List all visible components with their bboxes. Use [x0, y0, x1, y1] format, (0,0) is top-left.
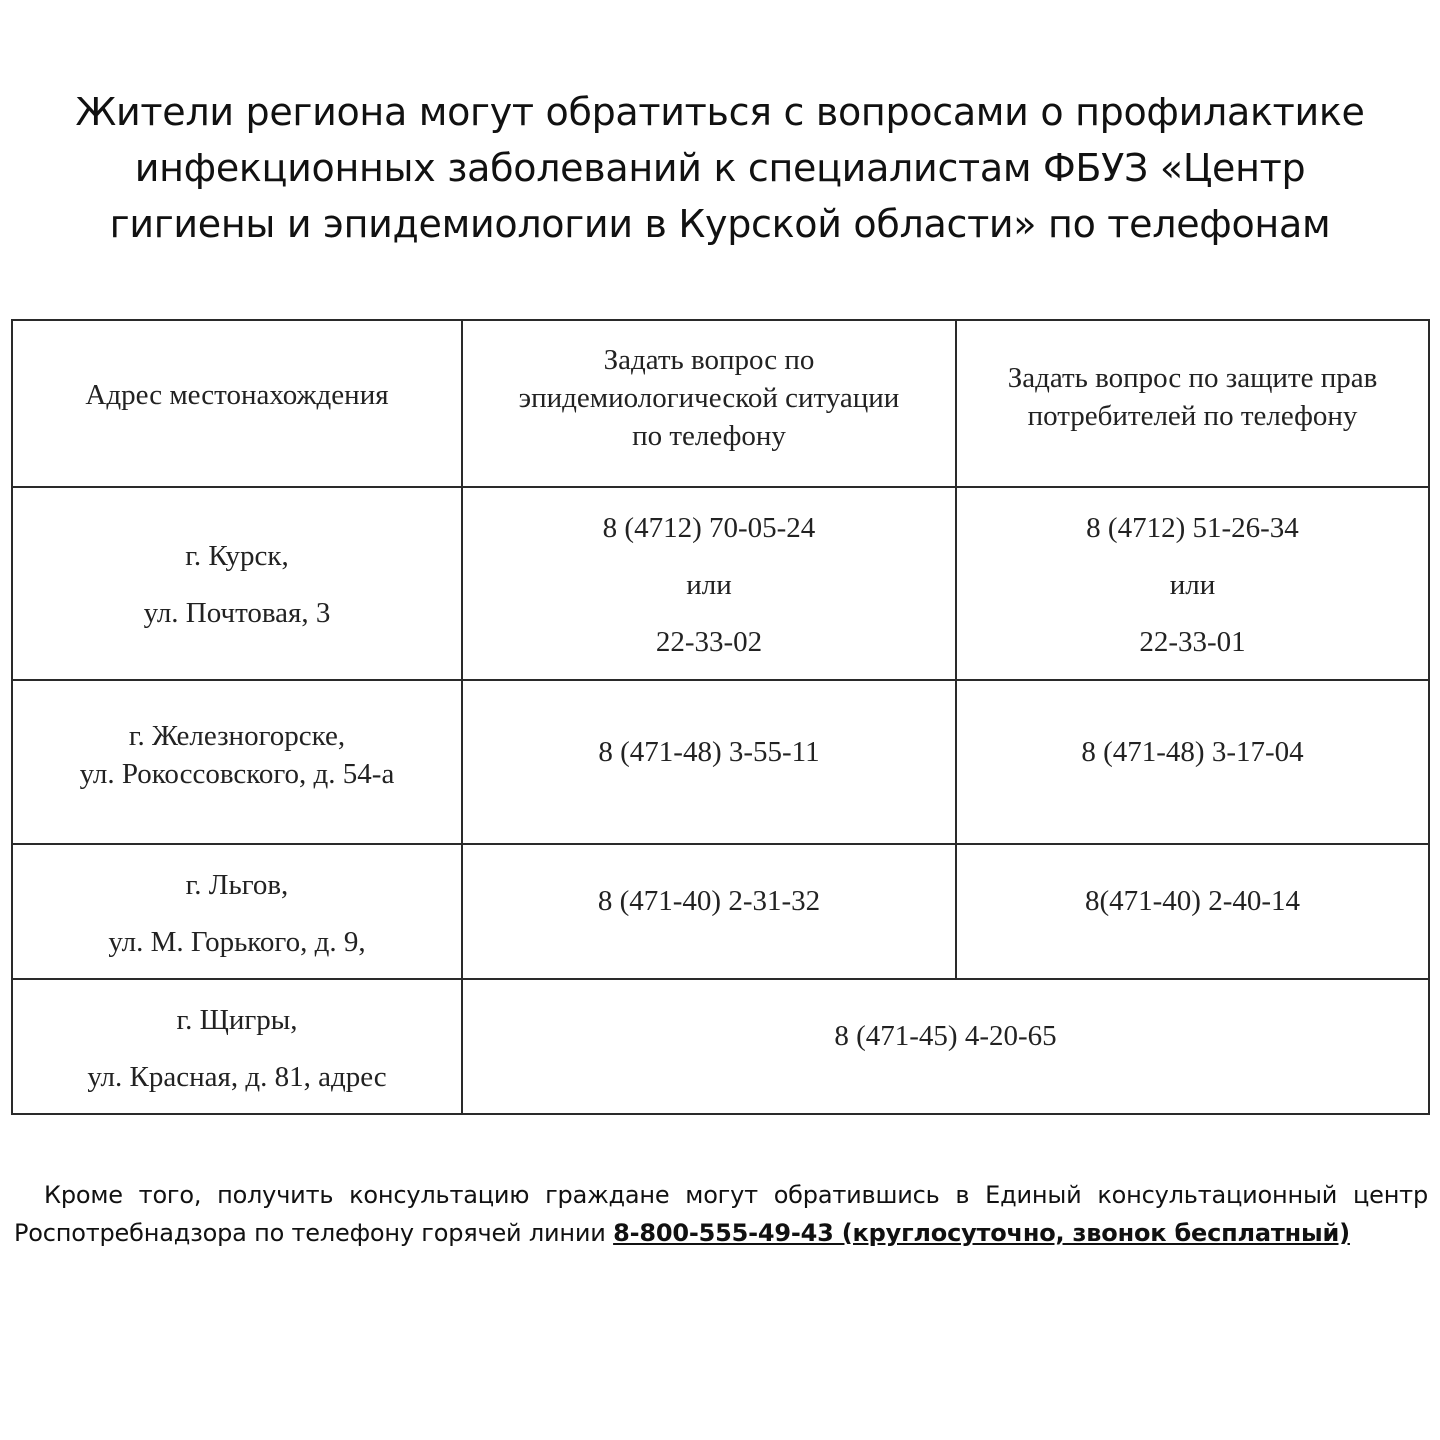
phone-number: 8 (471-45) 4-20-65 — [834, 1020, 1057, 1052]
consumer-phone-cell — [956, 680, 1429, 844]
epid-phone-cell — [462, 680, 956, 844]
phone-number: 8(471-40) 2-40-14 — [1084, 885, 1301, 917]
phone-number: 8 (4712) 70-05-24 — [602, 512, 816, 544]
consumer-phone-cell — [956, 844, 1429, 979]
hotline-note — [14, 1176, 1428, 1252]
merged-phone-cell — [462, 979, 1429, 1114]
table-header-row — [12, 320, 1429, 487]
consumer-phone-cell: 8 (4712) 51-26-34 или 22-33-01 — [956, 487, 1429, 680]
contacts-table — [11, 319, 1430, 1115]
header-consumer: Задать вопрос по защите прав потребителей по телефону — [956, 320, 1429, 487]
title-line: гигиены и эпидемиологии в Курской области» по телефонам — [109, 202, 1331, 246]
address-cell: г. Щигры, ул. Красная, д. 81, адрес — [12, 979, 462, 1114]
note-text: Кроме того, получить консультацию граждане могут обратившись в Единый консультационный центр Роспотребнадзора по телефону горячей линии — [14, 1181, 1428, 1247]
table-row — [12, 844, 1429, 979]
phone-number: 22-33-01 — [1139, 626, 1246, 658]
header-epid: Задать вопрос по эпидемиологической ситуации по телефону — [462, 320, 956, 487]
epid-phone-cell — [462, 844, 956, 979]
hotline-number: 8-800-555-49-43 (круглосуточно, звонок бесплатный) — [613, 1219, 1350, 1247]
phone-number: 8 (471-40) 2-31-32 — [597, 885, 821, 917]
address-cell: г. Льгов, ул. М. Горького, д. 9, — [12, 844, 462, 979]
table-row — [12, 680, 1429, 844]
address-cell: г. Железногорске, ул. Рокоссовского, д. 54-а — [12, 680, 462, 844]
phone-number: 8 (4712) 51-26-34 — [1086, 512, 1299, 544]
table-row — [12, 487, 1429, 680]
title-line: Жители региона могут обратиться с вопросами о профилактике — [75, 90, 1365, 134]
header-address: Адрес местонахождения — [12, 320, 462, 487]
address-cell: г. Курск, ул. Почтовая, 3 — [12, 487, 462, 680]
phone-number: 22-33-02 — [655, 626, 763, 658]
title-line: инфекционных заболеваний к специалистам ФБУЗ «Центр — [134, 146, 1306, 190]
phone-number: 8 (471-48) 3-55-11 — [598, 736, 820, 768]
page-title — [0, 84, 1440, 252]
phone-number: 8 (471-48) 3-17-04 — [1081, 736, 1304, 768]
table-row — [12, 979, 1429, 1114]
epid-phone-cell: 8 (4712) 70-05-24 или 22-33-02 — [462, 487, 956, 680]
